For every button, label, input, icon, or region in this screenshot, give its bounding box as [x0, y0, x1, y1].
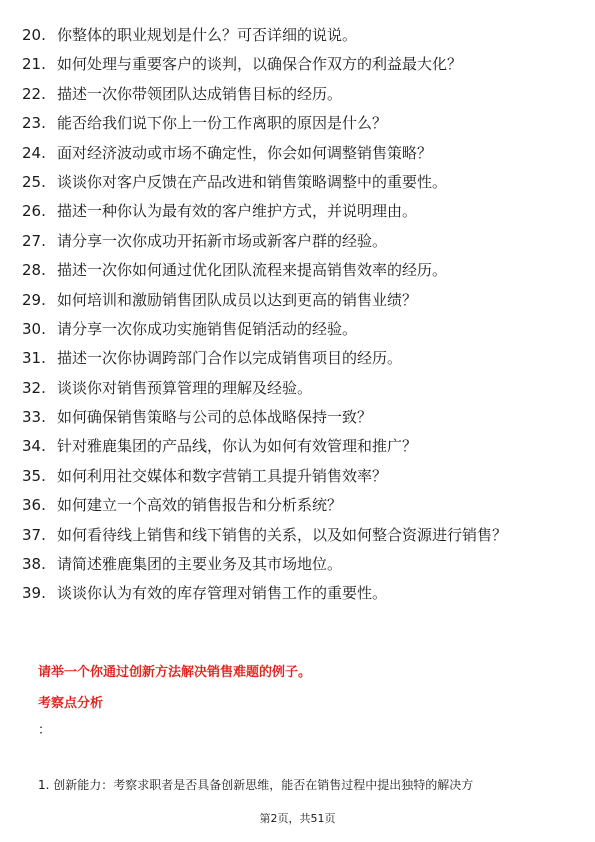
analysis-section-title: 考察点分析 — [38, 696, 104, 711]
question-number: 30. — [22, 319, 46, 338]
question-number: 25. — [22, 172, 46, 191]
question-number: 28. — [22, 261, 46, 280]
question-number: 36. — [22, 496, 46, 515]
question-list — [0, 24, 595, 612]
list-item — [0, 259, 595, 281]
list-item — [0, 142, 595, 164]
list-item — [0, 377, 595, 399]
question-number: 21. — [22, 55, 46, 74]
question-text: 描述一次你协调跨部门合作以完成销售项目的经历。 — [57, 349, 403, 368]
question-number: 27. — [22, 231, 46, 250]
list-item — [0, 318, 595, 340]
list-item — [0, 230, 595, 252]
question-text: 如何利用社交媒体和数字营销工具提升销售效率？ — [57, 466, 388, 485]
highlight-question: 请举一个你通过创新方法解决销售难题的例子。 — [38, 665, 312, 680]
question-text: 谈谈你对销售预算管理的理解及经验。 — [57, 378, 313, 397]
list-item — [0, 171, 595, 193]
analysis-item: 1. 创新能力：考察求职者是否具备创新思维，能否在销售过程中提出独特的解决方 — [38, 778, 474, 792]
list-item — [0, 53, 595, 75]
list-item — [0, 494, 595, 516]
question-text: 请分享一次你成功实施销售促销活动的经验。 — [57, 319, 358, 338]
question-number: 29. — [22, 290, 46, 309]
analysis-colon: ： — [38, 723, 52, 738]
question-text: 如何看待线上销售和线下销售的关系，以及如何整合资源进行销售？ — [57, 525, 508, 544]
list-item — [0, 582, 595, 604]
page-footer: 第2页，共51页 — [259, 812, 336, 825]
question-text: 针对雅鹿集团的产品线，你认为如何有效管理和推广？ — [57, 437, 418, 456]
list-item — [0, 83, 595, 105]
question-text: 谈谈你认为有效的库存管理对销售工作的重要性。 — [57, 584, 388, 603]
list-item — [0, 200, 595, 222]
question-number: 24. — [22, 143, 46, 162]
list-item — [0, 524, 595, 546]
question-text: 如何确保销售策略与公司的总体战略保持一致？ — [57, 408, 373, 427]
question-text: 描述一次你如何通过优化团队流程来提高销售效率的经历。 — [57, 261, 448, 280]
question-number: 23. — [22, 114, 46, 133]
question-text: 面对经济波动或市场不确定性，你会如何调整销售策略？ — [57, 143, 433, 162]
question-number: 32. — [22, 378, 46, 397]
question-text: 描述一次你带领团队达成销售目标的经历。 — [57, 84, 343, 103]
question-number: 31. — [22, 349, 46, 368]
list-item — [0, 553, 595, 575]
list-item — [0, 112, 595, 134]
question-text: 请分享一次你成功开拓新市场或新客户群的经验。 — [57, 231, 388, 250]
question-text: 如何建立一个高效的销售报告和分析系统？ — [57, 496, 343, 515]
list-item — [0, 435, 595, 457]
question-text: 如何处理与重要客户的谈判，以确保合作双方的利益最大化？ — [57, 55, 463, 74]
question-number: 35. — [22, 466, 46, 485]
list-item — [0, 347, 595, 369]
list-item — [0, 406, 595, 428]
question-text: 请简述雅鹿集团的主要业务及其市场地位。 — [57, 555, 343, 574]
question-number: 20. — [22, 26, 46, 44]
question-text: 描述一种你认为最有效的客户维护方式，并说明理由。 — [57, 202, 418, 221]
question-number: 33. — [22, 408, 46, 427]
question-text: 能否给我们说下你上一份工作离职的原因是什么？ — [57, 114, 388, 133]
question-number: 26. — [22, 202, 46, 221]
question-number: 38. — [22, 555, 46, 574]
list-item — [0, 289, 595, 311]
question-text: 如何培训和激励销售团队成员以达到更高的销售业绩？ — [57, 290, 418, 309]
question-text: 你整体的职业规划是什么？可否详细的说说。 — [57, 26, 358, 44]
list-item — [0, 465, 595, 487]
question-number: 37. — [22, 525, 46, 544]
list-item — [0, 24, 595, 46]
question-number: 34. — [22, 437, 46, 456]
question-text: 谈谈你对客户反馈在产品改进和销售策略调整中的重要性。 — [57, 172, 448, 191]
question-number: 22. — [22, 84, 46, 103]
question-number: 39. — [22, 584, 46, 603]
